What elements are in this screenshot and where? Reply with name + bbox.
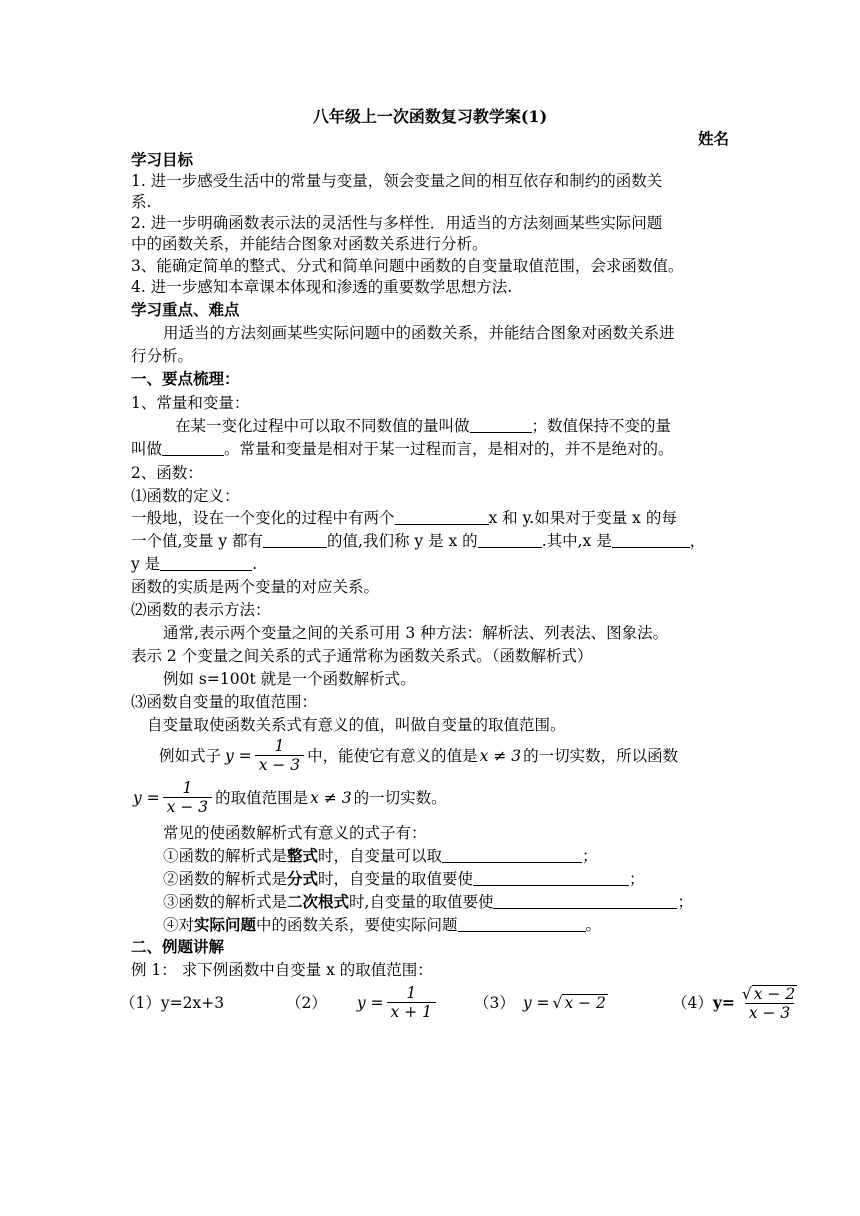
key-line-2: 行分析。 (131, 347, 194, 365)
blank-fraction[interactable] (473, 870, 629, 886)
blank-radical[interactable] (493, 893, 677, 909)
representation-line-3: 例如 s=100t 就是一个函数解析式。 (163, 670, 416, 688)
goal-4: 4. 进一步感知本章课本体现和渗透的重要数学思想方法. (131, 278, 513, 296)
constants-line-1: 在某一变化过程中可以取不同数值的量叫做 ；数值保持不变的量 (175, 417, 672, 435)
section2-heading: 二、例题讲解 (131, 937, 225, 956)
definition-line-2: 一个值,变量 y 都有 的值,我们称 y 是 x 的 .其中,x 是 ， (131, 532, 706, 550)
section1-heading: 一、要点梳理： (131, 369, 240, 388)
example-q2: （2） y = $\frac{1}{x + 1}$ (286, 978, 439, 1028)
blank-x-is[interactable] (612, 532, 690, 548)
definition-line-1: 一般地，设在一个变化的过程中有两个 x 和 y.如果对于变量 x 的每 (131, 509, 677, 527)
condition-4: ④对实际问题中的函数关系，要使实际问题 。 (163, 915, 602, 934)
fraction-sqrt-over-x-minus-3: $\frac{√ x - 2}{x - 3}$ (741, 984, 796, 1022)
page-title: 八年级上一次函数复习教学案(1) (312, 107, 548, 126)
blank-function-of[interactable] (478, 532, 542, 548)
constants-title: 1、常量和变量： (131, 394, 250, 412)
essence-line: 函数的实质是两个变量的对应关系。 (131, 578, 380, 596)
goal-3: 3、能确定简单的整式、分式和简单问题中函数的自变量取值范围，会求函数值。 (131, 257, 684, 275)
definition-title: ⑴函数的定义： (131, 487, 240, 505)
definition-line-3: y 是 . (131, 555, 258, 573)
condition-2: ②函数的解析式是分式时，自变量的取值要使 ； (163, 869, 645, 888)
goals-heading: 学习目标 (131, 150, 194, 169)
function-title: 2、函数： (131, 464, 203, 482)
blank-unique-value[interactable] (263, 532, 327, 548)
representation-title: ⑵函数的表示方法： (131, 601, 271, 619)
fraction-1-over-x-plus-1: $\frac{1}{x + 1}$ (387, 985, 436, 1021)
key-heading: 学习重点、难点 (131, 300, 240, 319)
example-q1: （1）y=2x+3 (120, 994, 225, 1012)
range-example-line: 例如式子 y = $\frac{1}{x - 3}$ 中，能使它有意义的值是 x ≠ 3 的一切实数，所以函数 (159, 737, 679, 774)
representation-line-2: 表示 2 个变量之间关系的式子通常称为函数关系式。（函数解析式） (131, 647, 593, 665)
blank-constant[interactable] (162, 440, 224, 456)
blank-two-variables[interactable] (395, 509, 489, 525)
blank-y-is[interactable] (160, 555, 252, 571)
example-q3: （3） y = √ x − 2 (474, 994, 606, 1012)
range-line-1: 自变量取使函数关系式有意义的值，叫做自变量的取值范围。 (147, 716, 566, 734)
constants-line-2: 叫做 。常量和变量是相对于某一过程而言，是相对的，并不是绝对的。 (131, 440, 674, 458)
blank-polynomial[interactable] (442, 847, 582, 863)
blank-variable[interactable] (470, 417, 532, 433)
example-1-prompt: 例 1： 求下例函数中自变量 x 的取值范围： (131, 961, 433, 979)
fraction-1-over-x-minus-3: $\frac{1}{x - 3}$ (255, 738, 304, 774)
representation-line-1: 通常,表示两个变量之间的关系可用 3 种方法：解析法、列表法、图象法。 (163, 624, 669, 642)
fraction-1-over-x-minus-3-b: $\frac{1}{x - 3}$ (163, 780, 212, 816)
blank-practical[interactable] (458, 916, 586, 932)
goal-2a: 2. 进一步明确函数表示法的灵活性与多样性．用适当的方法刻画某些实际问题 (131, 214, 663, 232)
goal-1b: 系. (131, 193, 152, 211)
goal-1a: 1. 进一步感受生活中的常量与变量，领会变量之间的相互依存和制约的函数关 (131, 172, 663, 190)
example-q4: （4） y= $\frac{√ x - 2}{x - 3}$ (672, 976, 804, 1030)
condition-1: ①函数的解析式是整式时，自变量可以取 ； (163, 846, 598, 865)
condition-3: ③函数的解析式是二次根式时,自变量的取值要使 ； (163, 892, 693, 911)
name-label: 姓名 (697, 129, 729, 148)
range-title: ⑶函数自变量的取值范围： (131, 693, 318, 711)
common-line: 常见的使函数解析式有意义的式子有： (163, 824, 427, 842)
range-example-line-2: y = $\frac{1}{x - 3}$ 的取值范围是 x ≠ 3 的一切实数。 (133, 779, 447, 816)
goal-2b: 中的函数关系，并能结合图象对函数关系进行分析。 (131, 235, 488, 253)
key-line-1: 用适当的方法刻画某些实际问题中的函数关系，并能结合图象对函数关系进 (163, 324, 675, 342)
